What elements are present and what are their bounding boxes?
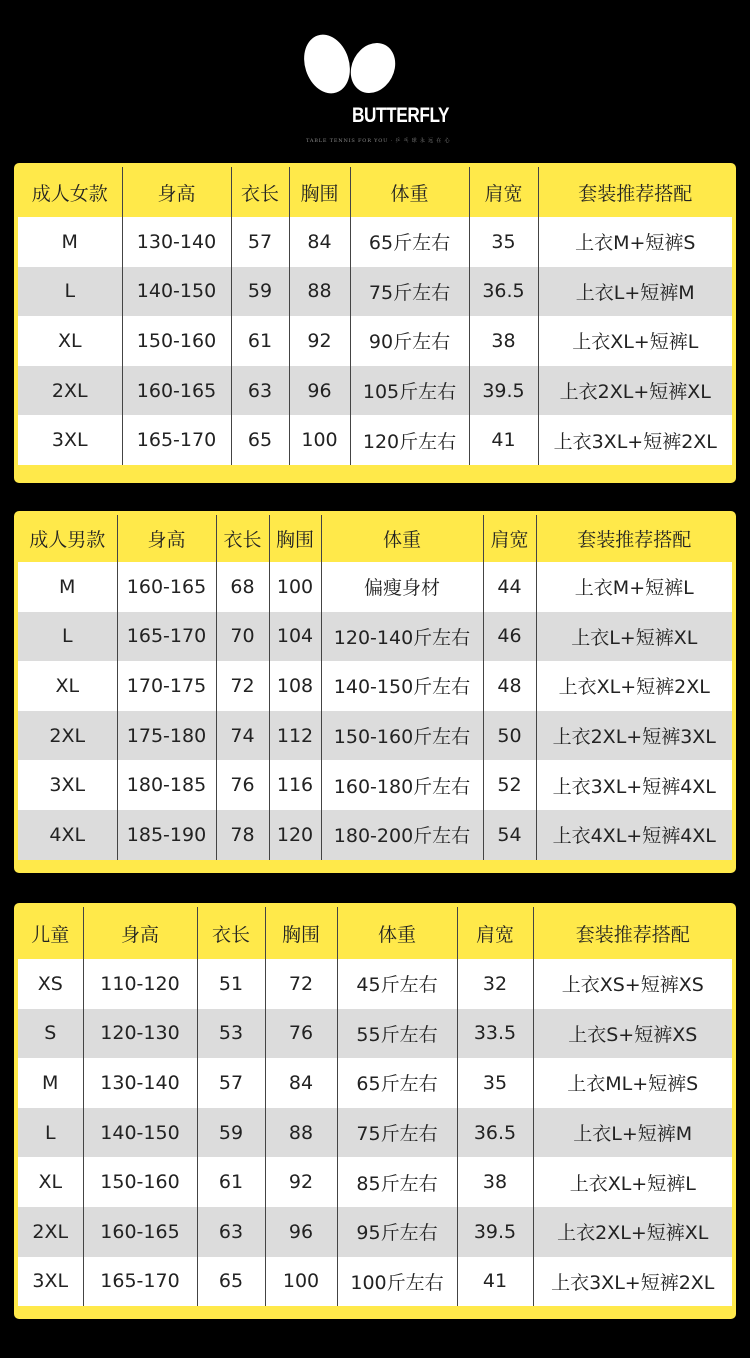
table-cell: 70 (216, 612, 269, 662)
header-cell: 衣长 (216, 515, 269, 562)
table-cell: 57 (197, 1058, 265, 1108)
men-size-table (14, 511, 736, 873)
table-cell: 44 (483, 562, 536, 612)
table-cell: 170-175 (117, 661, 216, 711)
table-cell: 53 (197, 1009, 265, 1059)
table-cell: 54 (483, 810, 536, 860)
header-cell: 肩宽 (469, 167, 538, 217)
header-cell: 身高 (122, 167, 231, 217)
table-cell: 39.5 (457, 1207, 533, 1257)
table-cell: 165-170 (122, 415, 231, 465)
table-cell: 上衣M+短裤L (536, 562, 732, 612)
table-cell: 165-170 (117, 612, 216, 662)
table-cell: 上衣3XL+短裤2XL (533, 1257, 732, 1307)
table-cell: 160-165 (117, 562, 216, 612)
table-cell: 35 (469, 217, 538, 267)
table-cell: 上衣L+短裤M (538, 267, 732, 317)
table-cell: 130-140 (83, 1058, 197, 1108)
table-cell: S (18, 1009, 83, 1059)
table-cell: 130-140 (122, 217, 231, 267)
table-cell: 63 (231, 366, 289, 416)
table-cell: 78 (216, 810, 269, 860)
header-cell: 套装推荐搭配 (533, 907, 732, 959)
table-cell: 上衣XL+短裤L (538, 316, 732, 366)
table-cell: 68 (216, 562, 269, 612)
table-row (18, 217, 732, 267)
table-row (18, 1207, 732, 1257)
table-cell: 65斤左右 (350, 217, 469, 267)
table-cell: XL (18, 316, 122, 366)
table-cell: 65 (231, 415, 289, 465)
table-cell: 92 (265, 1157, 337, 1207)
table-cell: 上衣3XL+短裤4XL (536, 760, 732, 810)
brand-tagline: TABLE TENNIS FOR YOU · 乒 乓 球 永 远 在 心 (306, 138, 451, 144)
table-cell: 41 (457, 1257, 533, 1307)
header-cell: 套装推荐搭配 (538, 167, 732, 217)
header-cell: 成人女款 (18, 167, 122, 217)
table-cell: 59 (231, 267, 289, 317)
table-cell: 185-190 (117, 810, 216, 860)
table-cell: 上衣S+短裤XS (533, 1009, 732, 1059)
table-cell: 100 (265, 1257, 337, 1307)
table-cell: 57 (231, 217, 289, 267)
table-cell: 92 (289, 316, 350, 366)
table-cell: 72 (216, 661, 269, 711)
table-cell: 76 (265, 1009, 337, 1059)
header-cell: 衣长 (231, 167, 289, 217)
table-cell: 75斤左右 (350, 267, 469, 317)
table-cell: 3XL (18, 415, 122, 465)
table-cell: 100 (269, 562, 321, 612)
header-cell: 体重 (337, 907, 457, 959)
table-cell: 120 (269, 810, 321, 860)
table-header-row (18, 167, 732, 217)
table-cell: 38 (469, 316, 538, 366)
table-cell: 100斤左右 (337, 1257, 457, 1307)
table-row (18, 760, 732, 810)
table-cell: 上衣XL+短裤L (533, 1157, 732, 1207)
table-cell: 150-160斤左右 (321, 711, 483, 761)
table-cell: L (18, 1108, 83, 1158)
table-cell: 100 (289, 415, 350, 465)
brand-name: BUTTERFLY (352, 104, 450, 127)
table-cell: M (18, 1058, 83, 1108)
table-cell: 上衣2XL+短裤XL (538, 366, 732, 416)
table-cell: 120-130 (83, 1009, 197, 1059)
table-row (18, 810, 732, 860)
header-cell: 肩宽 (483, 515, 536, 562)
table-cell: 3XL (18, 1257, 83, 1307)
table-row (18, 366, 732, 416)
table-cell: 175-180 (117, 711, 216, 761)
butterfly-logo (300, 30, 460, 150)
table-header-row (18, 907, 732, 959)
table-cell: 140-150斤左右 (321, 661, 483, 711)
table-row (18, 711, 732, 761)
table-cell: 36.5 (469, 267, 538, 317)
table-cell: 90斤左右 (350, 316, 469, 366)
table-cell: 36.5 (457, 1108, 533, 1158)
table-cell: 41 (469, 415, 538, 465)
table-cell: 75斤左右 (337, 1108, 457, 1158)
table-cell: 3XL (18, 760, 117, 810)
table-cell: 上衣2XL+短裤3XL (536, 711, 732, 761)
table-cell: 120-140斤左右 (321, 612, 483, 662)
table-row (18, 562, 732, 612)
table-cell: 46 (483, 612, 536, 662)
table-cell: 96 (289, 366, 350, 416)
table-cell: 95斤左右 (337, 1207, 457, 1257)
table-cell: 59 (197, 1108, 265, 1158)
table-cell: 61 (231, 316, 289, 366)
table-cell: 63 (197, 1207, 265, 1257)
table-cell: 65 (197, 1257, 265, 1307)
table-cell: 85斤左右 (337, 1157, 457, 1207)
table-cell: 2XL (18, 366, 122, 416)
table-cell: 116 (269, 760, 321, 810)
header-cell: 儿童 (18, 907, 83, 959)
table-cell: 108 (269, 661, 321, 711)
table-cell: 上衣XS+短裤XS (533, 959, 732, 1009)
table-cell: 140-150 (122, 267, 231, 317)
table-cell: 74 (216, 711, 269, 761)
table-cell: 180-200斤左右 (321, 810, 483, 860)
table-header-row (18, 515, 732, 562)
table-cell: 88 (265, 1108, 337, 1158)
table-cell: 上衣L+短裤XL (536, 612, 732, 662)
table-cell: 112 (269, 711, 321, 761)
table-cell: 84 (265, 1058, 337, 1108)
table-cell: 105斤左右 (350, 366, 469, 416)
header-cell: 体重 (321, 515, 483, 562)
table-cell: 150-160 (83, 1157, 197, 1207)
table-cell: 上衣2XL+短裤XL (533, 1207, 732, 1257)
header-cell: 肩宽 (457, 907, 533, 959)
table-cell: 45斤左右 (337, 959, 457, 1009)
table-cell: 4XL (18, 810, 117, 860)
table-cell: 150-160 (122, 316, 231, 366)
table-row (18, 316, 732, 366)
table-cell: 上衣XL+短裤2XL (536, 661, 732, 711)
table-cell: L (18, 612, 117, 662)
table-cell: 51 (197, 959, 265, 1009)
table-row (18, 661, 732, 711)
table-cell: 160-165 (122, 366, 231, 416)
table-cell: 偏瘦身材 (321, 562, 483, 612)
table-cell: XL (18, 661, 117, 711)
header-cell: 衣长 (197, 907, 265, 959)
table-cell: 32 (457, 959, 533, 1009)
table-row (18, 612, 732, 662)
table-row (18, 1009, 732, 1059)
table-cell: 2XL (18, 1207, 83, 1257)
table-cell: 61 (197, 1157, 265, 1207)
table-cell: 上衣L+短裤M (533, 1108, 732, 1158)
table-row (18, 1257, 732, 1307)
header-cell: 身高 (83, 907, 197, 959)
table-cell: XL (18, 1157, 83, 1207)
table-cell: 76 (216, 760, 269, 810)
butterfly-wings-icon (300, 30, 410, 110)
table-cell: XS (18, 959, 83, 1009)
header-cell: 胸围 (269, 515, 321, 562)
table-cell: M (18, 217, 122, 267)
table-cell: 160-180斤左右 (321, 760, 483, 810)
table-cell: 38 (457, 1157, 533, 1207)
header-cell: 胸围 (289, 167, 350, 217)
table-cell: 140-150 (83, 1108, 197, 1158)
table-cell: 上衣M+短裤S (538, 217, 732, 267)
table-cell: 110-120 (83, 959, 197, 1009)
header-cell: 体重 (350, 167, 469, 217)
table-cell: 55斤左右 (337, 1009, 457, 1059)
table-row (18, 1058, 732, 1108)
table-cell: L (18, 267, 122, 317)
table-cell: 上衣ML+短裤S (533, 1058, 732, 1108)
table-cell: 104 (269, 612, 321, 662)
table-cell: 上衣3XL+短裤2XL (538, 415, 732, 465)
table-cell: 52 (483, 760, 536, 810)
table-cell: 72 (265, 959, 337, 1009)
table-row (18, 267, 732, 317)
table-cell: 39.5 (469, 366, 538, 416)
table-cell: M (18, 562, 117, 612)
header-cell: 胸围 (265, 907, 337, 959)
kids-size-table (14, 903, 736, 1319)
table-cell: 上衣4XL+短裤4XL (536, 810, 732, 860)
table-row (18, 415, 732, 465)
table-cell: 96 (265, 1207, 337, 1257)
table-cell: 33.5 (457, 1009, 533, 1059)
table-cell: 50 (483, 711, 536, 761)
table-cell: 48 (483, 661, 536, 711)
header-cell: 身高 (117, 515, 216, 562)
table-row (18, 959, 732, 1009)
table-cell: 88 (289, 267, 350, 317)
table-cell: 35 (457, 1058, 533, 1108)
table-cell: 65斤左右 (337, 1058, 457, 1108)
table-cell: 84 (289, 217, 350, 267)
table-cell: 160-165 (83, 1207, 197, 1257)
table-cell: 165-170 (83, 1257, 197, 1307)
table-cell: 120斤左右 (350, 415, 469, 465)
table-cell: 180-185 (117, 760, 216, 810)
table-cell: 2XL (18, 711, 117, 761)
table-row (18, 1108, 732, 1158)
header-cell: 套装推荐搭配 (536, 515, 732, 562)
header-cell: 成人男款 (18, 515, 117, 562)
table-row (18, 1157, 732, 1207)
women-size-table (14, 163, 736, 483)
